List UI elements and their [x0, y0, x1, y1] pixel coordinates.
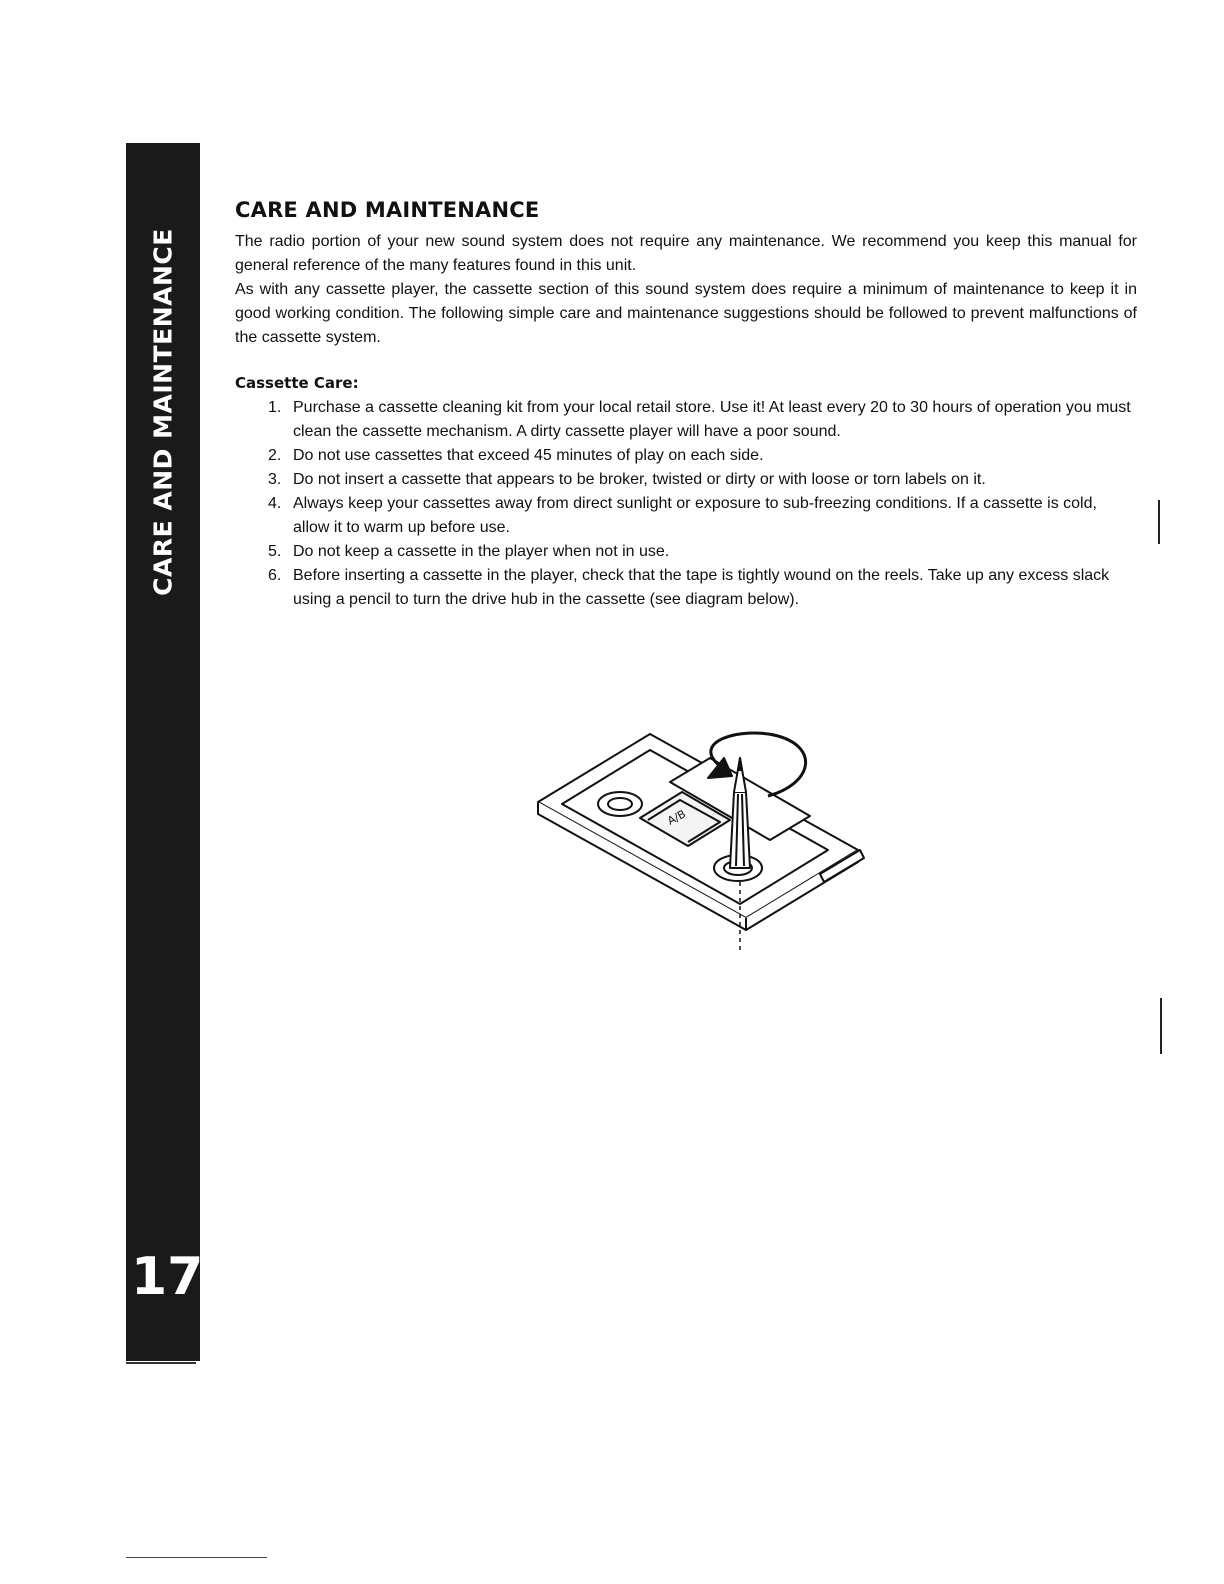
- cassette-care-list: [235, 396, 1137, 612]
- tape-window-label: A/B: [665, 807, 688, 828]
- list-item: [268, 468, 1137, 492]
- list-item-number: 4.: [268, 495, 282, 512]
- list-item-text: Before inserting a cassette in the player, check that the tape is tightly wound on the reels. Take up any excess slack using a pencil to turn the drive hub in the cassette (see diagram below).: [293, 567, 1110, 608]
- page-number: 17: [131, 1247, 204, 1307]
- side-tab-label: CARE AND MAINTENANCE: [148, 228, 178, 596]
- list-item-text: Purchase a cassette cleaning kit from your local retail store. Use it! At least every 20 to 30 hours of operation you must clean the cassette mechanism. A dirty cassette player will have a poor sound.: [293, 399, 1131, 440]
- intro-paragraph-1: The radio portion of your new sound system does not require any maintenance. We recommend you keep this manual for general reference of the many features found in this unit.: [235, 233, 1137, 274]
- list-item-text: Do not use cassettes that exceed 45 minutes of play on each side.: [293, 447, 764, 464]
- list-item-text: Always keep your cassettes away from direct sunlight or exposure to sub-freezing conditions. If a cassette is cold, allow it to warm up before use.: [293, 495, 1097, 536]
- main-content: [235, 198, 1137, 612]
- page-title: CARE AND MAINTENANCE: [235, 198, 540, 222]
- list-item: [268, 444, 1137, 468]
- list-item-number: 6.: [268, 567, 282, 584]
- cassette-pencil-illustration: [520, 722, 880, 962]
- pencil: [730, 792, 750, 868]
- list-item-number: 2.: [268, 447, 282, 464]
- list-item-number: 5.: [268, 543, 282, 560]
- list-item-number: 1.: [268, 399, 282, 416]
- list-item: [268, 540, 1137, 564]
- cassette-care-heading: Cassette Care:: [235, 374, 359, 392]
- margin-mark: [1160, 998, 1162, 1054]
- list-item-text: Do not keep a cassette in the player when not in use.: [293, 543, 670, 560]
- tab-underline: [126, 1362, 196, 1364]
- list-item: [268, 492, 1137, 540]
- footer-line: [126, 1557, 267, 1558]
- intro-paragraph-2: As with any cassette player, the cassette section of this sound system does require a minimum of maintenance to keep it in good working condition. The following simple care and maintenance suggestions should be followed to prevent malfunctions of the cassette system.: [235, 281, 1137, 346]
- list-item: [268, 396, 1137, 444]
- list-item: [268, 564, 1137, 612]
- list-item-text: Do not insert a cassette that appears to be broker, twisted or dirty or with loose or torn labels on it.: [293, 471, 986, 488]
- margin-mark: [1158, 500, 1160, 544]
- list-item-number: 3.: [268, 471, 282, 488]
